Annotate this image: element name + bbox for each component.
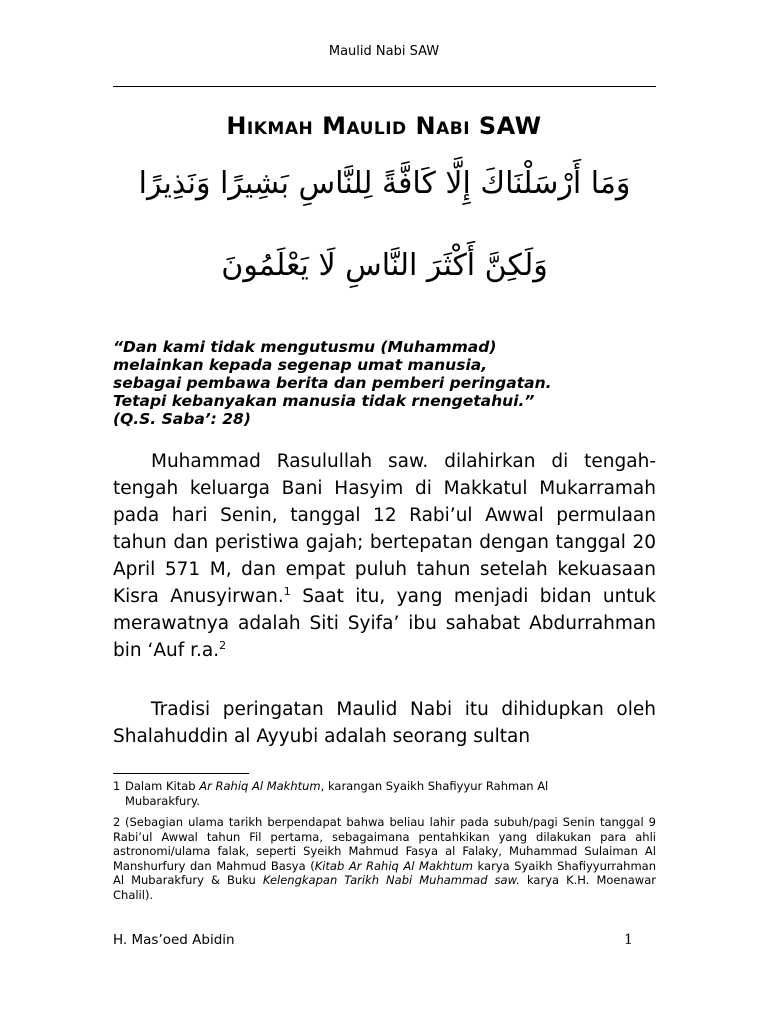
footnote-ref-2[interactable]: 2 [219, 638, 227, 652]
footnote-1 [113, 779, 656, 808]
paragraph-2-text: Tradisi peringatan Maulid Nabi itu dihidupkan oleh Shalahuddin al Ayyubi adalah seorang sultan [113, 699, 656, 747]
arabic-verse-line-2: وَلَكِنَّ أَكْثَرَ النَّاسِ لَا يَعْلَمُونَ [221, 248, 548, 283]
verse-translation: “Dan kami tidak mengutusmu (Muhammad) melainkan kepada segenap umat manusia, sebagai pembawa berita dan pemberi peringatan. Tetapi kebanyakan manusia tidak rnengetahui.” (Q.S. Saba’: 28) [113, 338, 552, 428]
footnote-2 [113, 815, 656, 902]
footnote-2-text-c: karya K.H. Moenawar Chalil). [113, 873, 656, 902]
paragraph-1-text-a: Muhammad Rasulullah saw. dilahirkan di tengah-tengah keluarga Bani Hasyim di Makkatul Mukarramah pada hari Senin, tanggal 12 Rabi’ul Awwal permulaan tahun dan peristiwa gajah; bertepatan dengan tanggal 20 April 571 M, dan empat puluh tahun setelah kekuasaan Kisra Anusyirwan. [113, 451, 656, 607]
footnote-2-text-b: karya Syaikh Shafiyyurrahman Al Mubarakfury & Buku [113, 858, 656, 887]
footnote-1-italic: Ar Rahiq Al Makhtum [199, 779, 321, 793]
arabic-verse-line-1: وَمَا أَرْسَلْنَاكَ إِلَّا كَافَّةً لِلنَّاسِ بَشِيرًا وَنَذِيرًا [138, 166, 631, 201]
footnote-2-italic-2: Kelengkapan Tarikh Nabi Muhammad saw. [262, 873, 520, 887]
footer-author: H. Mas’oed Abidin [113, 932, 235, 948]
footnote-1-number: 1 [113, 779, 121, 793]
paragraph-1-text-b: Saat itu, yang menjadi bidan untuk merawatnya adalah Siti Syifa’ ibu sahabat Abdurrahman bin ‘Auf r.a. [113, 586, 656, 661]
paragraph-2 [113, 696, 656, 750]
footnote-1-text-a: Dalam Kitab [125, 779, 200, 793]
footnote-ref-1[interactable]: 1 [283, 584, 291, 598]
footnote-separator [113, 773, 249, 774]
running-header: Maulid Nabi SAW [328, 44, 440, 59]
paragraph-1 [113, 448, 656, 664]
footnote-2-number: 2 [113, 815, 121, 829]
footer-page-number: 1 [624, 932, 633, 948]
footnote-1-continuation: Mubarakfury. [125, 793, 200, 808]
footnote-1-text-b: , karangan Syaikh Shafiyyur Rahman Al [320, 779, 549, 793]
footnote-2-italic-1: Kitab Ar Rahiq Al Makhtum [314, 858, 473, 873]
header-rule [113, 86, 656, 87]
page-title: Hikmah Maulid Nabi SAW [226, 112, 542, 140]
footnote-2-text-a: (Sebagian ulama tarikh berpendapat bahwa beliau lahir pada subuh/pagi Senin tanggal 9 Rabi’ul Awwal tahun Fil pertama, sebagaimana pentahkikan yang dilakukan para ahli astronomi/ulama falak, seperti Syeikh Mahmud Fasya al Falaky, Muhammad Sulaiman Al Manshurfury dan Mahmud Basya ( [113, 815, 656, 873]
